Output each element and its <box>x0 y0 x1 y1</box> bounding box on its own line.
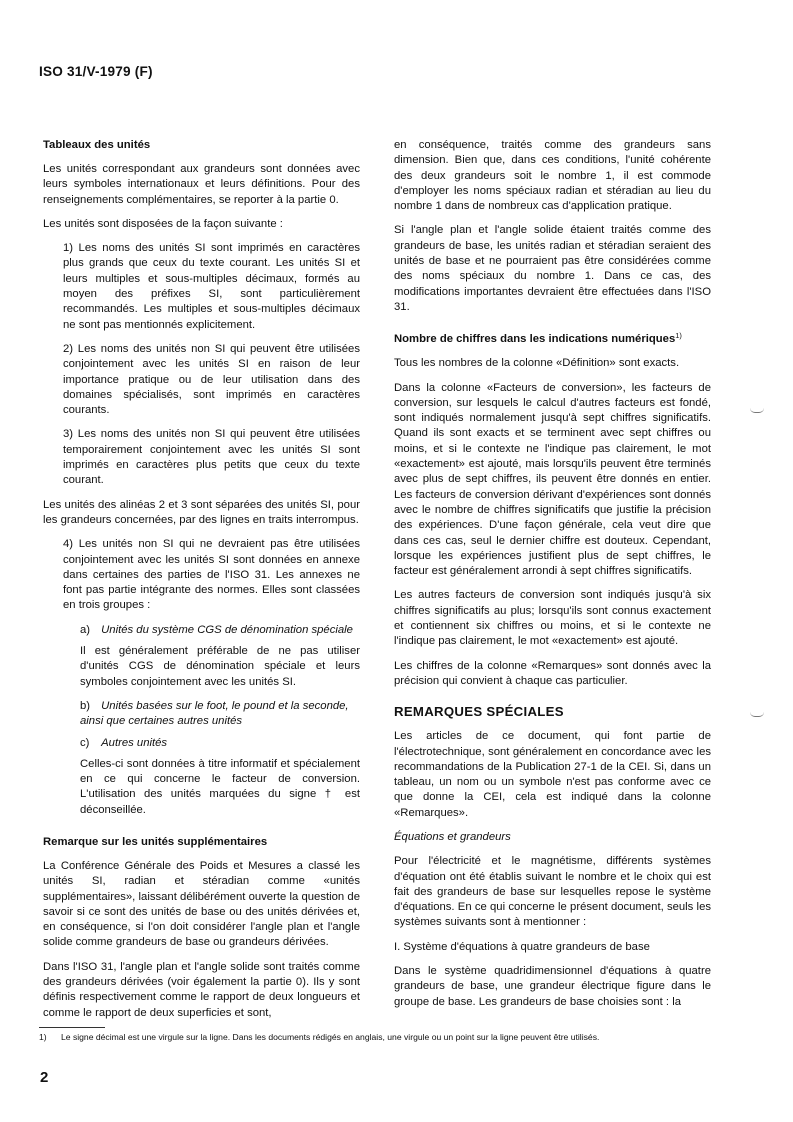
paragraph: Les unités correspondant aux grandeurs sont données avec leurs symboles internationaux et leurs définitions. Pour des renseignements complémentaires, se reporter à la partie 0. <box>43 163 360 206</box>
heading-text: Nombre de chiffres dans les indications numériques <box>394 333 676 346</box>
subheading-equations: Équations et grandeurs <box>394 830 511 843</box>
paragraph: Dans le système quadridimensionnel d'équations à quatre grandeurs de base, une grandeur électrique figure dans le groupe de base. Les grandeurs de base choisies sont : la <box>394 965 711 1008</box>
paragraph: Les unités des alinéas 2 et 3 sont séparées des unités SI, pour les grandeurs concernées, par des lignes en traits interrompus. <box>43 498 360 526</box>
paragraph: I. Système d'équations à quatre grandeurs de base <box>394 940 650 953</box>
footnote-divider <box>39 1027 105 1028</box>
footnote <box>39 1032 754 1043</box>
section-heading-special: REMARQUES SPÉCIALES <box>394 704 564 720</box>
margin-mark <box>750 408 764 413</box>
list-item: 3) Les noms des unités non SI qui peuvent être utilisées temporairement conjointement avec les unités SI sont imprimés en caractères plus petits que ceux du texte courant. <box>63 428 360 487</box>
paragraph: La Conférence Générale des Poids et Mesures a classé les unités SI, radian et stéradian comme «unités supplémentaires», laissant délibérément ouverte la question de savoir si ce sont des unités de base ou des unités dérivées et, en conséquence, si l'on doit considérer l'angle plan et l'angle solide comme grandeurs de base ou grandeurs dérivées. <box>43 859 360 949</box>
paragraph: Les autres facteurs de conversion sont indiqués jusqu'à six chiffres significatifs au plus; lorsqu'ils sont connus exactement et contiennent six chiffres ou moins, et si le contexte ne l'indique pas clairement, le mot «exactement» est ajouté. <box>394 589 711 648</box>
margin-mark <box>750 712 764 717</box>
sub-item-b <box>80 699 360 730</box>
left-column <box>43 138 360 1030</box>
sub-item-title: Unités basées sur le foot, le pound et la seconde, ainsi que certaines autres unités <box>80 699 349 728</box>
sub-item-a <box>80 623 360 638</box>
paragraph: Tous les nombres de la colonne «Définition» sont exacts. <box>394 357 680 370</box>
footnote-number: 1) <box>39 1032 47 1042</box>
paragraph: en conséquence, traités comme des grandeurs sans dimension. Bien que, dans ces conditions, l'unité cohérente des deux grandeurs soit le nombre 1, il est commode d'employer les noms spéciaux radian et stéradian au lieu du nombre 1 dans de nombreux cas d'application pratique. <box>394 139 711 213</box>
footnote-text: Le signe décimal est une virgule sur la ligne. Dans les documents rédigés en anglais, une virgule ou un point sur la ligne peuvent être utilisés. <box>61 1032 600 1042</box>
list-item: 2) Les noms des unités non SI qui peuvent être utilisées conjointement avec les unités SI en raison de leur importance pratique ou de leur utilisation dans des domaines spécialisés, sont imprimés en caractères courants. <box>63 342 360 417</box>
section-heading-tables: Tableaux des unités <box>43 139 151 151</box>
sub-item-label: b) <box>80 699 91 712</box>
sub-item-title: Autres unités <box>101 736 168 749</box>
paragraph: Si l'angle plan et l'angle solide étaient traités comme des grandeurs de base, les unités radian et stéradian seraient des unités de base et ne pourraient pas être considérées comme des noms spéciaux du nombre 1. Dans ce cas, des modifications importantes devraient être effectuées dans l'ISO 31. <box>394 224 711 313</box>
paragraph: Dans l'ISO 31, l'angle plan et l'angle solide sont traités comme des grandeurs dérivées (voir également la partie 0). Ils y sont définis respectivement comme le rapport de deux longueurs et comme le rapport de deux superficies et sont, <box>43 960 360 1019</box>
list-item: 4) Les unités non SI qui ne devraient pas être utilisées conjointement avec les unités SI sont données en annexe dans certaines des parties de l'ISO 31. Les annexes ne font pas partie intégrante des normes. Elles sont classées en trois groupes : <box>63 538 360 612</box>
list-item: 1) Les noms des unités SI sont imprimés en caractères plus grands que ceux du texte courant. Les unités SI et leurs multiples et sous-multiples décimaux, formés au moyen des préfixes SI, sont particulièrement recommandés. Les multiples et sous-multiples décimaux ne sont pas mentionnés explicitement. <box>63 242 360 331</box>
paragraph: Celles-ci sont données à titre informatif et spécialement en ce qui concerne le facteur de conversion. L'utilisation des unités marquées du signe † est déconseillée. <box>80 757 360 816</box>
footnote-ref[interactable]: 1) <box>675 331 682 341</box>
paragraph: Les chiffres de la colonne «Remarques» sont donnés avec la précision qui convient à chaque cas particulier. <box>394 659 711 687</box>
paragraph: Pour l'électricité et le magnétisme, différents systèmes d'équation ont été établis suivant le nombre et le choix qui est fait des grandeurs de base sur lesquelles repose le système d'équations. En ce qui concerne le présent document, seuls les systèmes suivants sont à mentionner : <box>394 855 711 929</box>
section-heading-supplementary: Remarque sur les unités supplémentaires <box>43 835 268 848</box>
paragraph: Les articles de ce document, qui font partie de l'électrotechnique, sont généralement en concordance avec les recommandations de la Publication 27-1 de la CEI. Si, dans un tableau, un nom ou un symbole n'est pas conforme avec ce que donne la CEI, cela est indiqué dans la colonne «Remarques». <box>394 730 711 819</box>
right-column <box>394 138 711 1019</box>
document-header: ISO 31/V-1979 (F) <box>39 64 153 79</box>
section-heading-digits <box>394 332 711 347</box>
sub-item-label: a) <box>80 623 91 636</box>
paragraph: Les unités sont disposées de la façon suivante : <box>43 217 283 230</box>
sub-item-title: Unités du système CGS de dénomination spéciale <box>101 623 353 636</box>
paragraph: Il est généralement préférable de ne pas utiliser d'unités CGS de dénomination spéciale et leurs symboles conjointement avec les unités SI. <box>80 645 360 688</box>
sub-item-label: c) <box>80 736 90 749</box>
page-number: 2 <box>40 1069 49 1086</box>
paragraph: Dans la colonne «Facteurs de conversion», les facteurs de conversion, sur lesquels le calcul d'autres facteurs est fondé, sont indiqués normalement jusqu'à sept chiffres significatifs. Quand ils sont exacts et se terminent avec sept chiffres ou moins, et si le contexte ne l'indique pas clairement, le mot «exactement» est ajouté, mais lorsqu'ils peuvent être terminés avec plus de sept chiffres, ils peuvent être donnés en entier. Les facteurs de conversion dérivant d'expériences sont donnés avec le nombre de chiffres significatifs que justifie la précision des expériences. D'une façon générale, cela veut dire que dans ces cas, seul le dernier chiffre est douteux. Cependant, lorsque les expériences justifient plus de sept chiffres, le facteur est généralement arrondi à sept chiffres significatifs. <box>394 381 711 578</box>
sub-item-c <box>80 736 360 751</box>
